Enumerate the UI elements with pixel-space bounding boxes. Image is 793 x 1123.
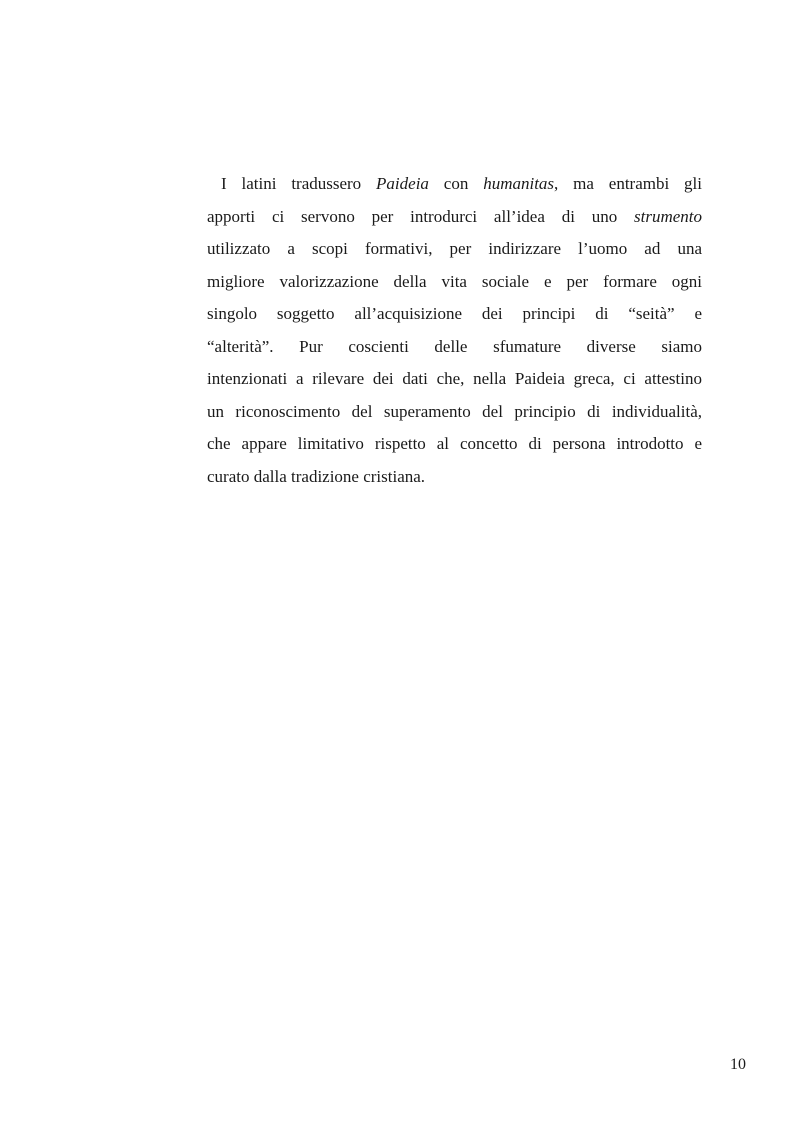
text-line [207, 298, 702, 331]
text-segment: intenzionati a rilevare dei dati che, nella Paideia greca, ci attestino [207, 369, 702, 388]
text-line [207, 201, 702, 234]
text-line [207, 461, 702, 494]
text-segment: , ma entrambi gli [554, 174, 703, 193]
text-segment: “alterità”. Pur coscienti delle sfumature diverse siamo [207, 336, 702, 356]
text-line [207, 363, 702, 396]
text-segment: I latini tradussero [221, 174, 377, 193]
text-segment: curato dalla tradizione cristiana. [207, 466, 426, 486]
text-segment: apporti ci servono per introdurci all’idea di uno [207, 206, 634, 226]
text-segment: un riconoscimento del superamento del principio di individualità, [207, 401, 702, 421]
text-line [207, 266, 702, 299]
text-line [207, 331, 702, 364]
text-line [207, 428, 702, 461]
page-number: 10 [730, 1056, 746, 1073]
text-line [207, 168, 702, 201]
text-segment: con [428, 174, 484, 193]
text-line [207, 233, 702, 266]
text-segment: singolo soggetto all’acquisizione dei principi di “seità” e [207, 304, 702, 323]
body-paragraph [207, 168, 702, 493]
text-line [207, 396, 702, 429]
text-segment: utilizzato a scopi formativi, per indirizzare l’uomo ad una [207, 239, 702, 258]
italic-term: Paideia [376, 174, 429, 193]
italic-term: humanitas [483, 174, 555, 193]
italic-term: strumento [634, 206, 702, 226]
text-segment: che appare limitativo rispetto al concetto di persona introdotto e [207, 434, 702, 453]
text-segment: migliore valorizzazione della vita sociale e per formare ogni [207, 271, 702, 291]
